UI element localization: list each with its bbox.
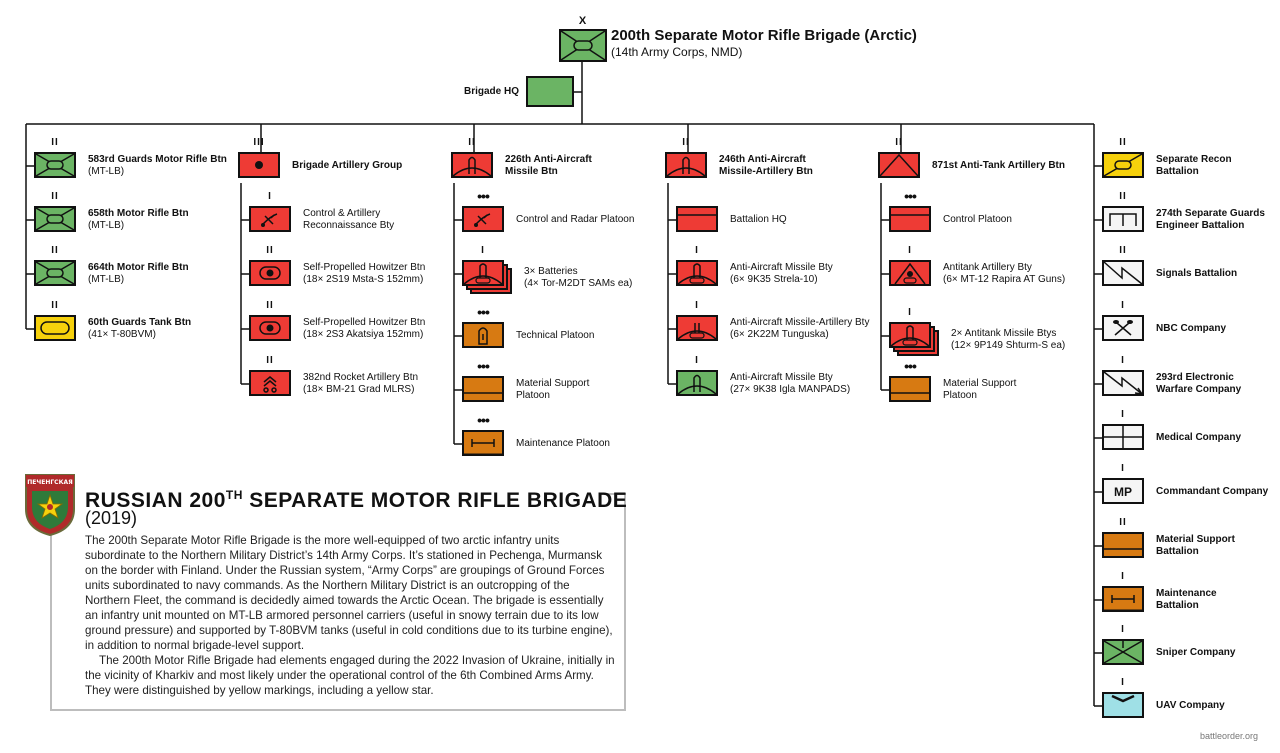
credit-text: battleorder.org <box>1200 731 1259 741</box>
unit-symbol <box>889 188 935 234</box>
unit-name: Antitank Artillery Bty <box>943 262 1032 273</box>
unit-col3-2 <box>462 304 595 350</box>
unit-symbol <box>889 358 935 404</box>
unit-label <box>524 266 632 290</box>
echelon-marker: I <box>1121 300 1125 311</box>
unit-col3-3 <box>462 358 590 404</box>
echelon-marker: II <box>895 137 903 148</box>
unit-symbol <box>1102 624 1148 667</box>
unit-col6-10 <box>1102 677 1225 720</box>
unit-label <box>88 262 189 286</box>
unit-name: Separate Recon <box>1156 154 1232 165</box>
echelon-marker: I <box>1121 571 1125 582</box>
unit-label <box>943 262 1065 286</box>
unit-col6-0 <box>1102 137 1232 180</box>
unit-col2-0 <box>249 191 395 234</box>
radar-icon <box>249 206 291 232</box>
brigade-name: 200th Separate Motor Rifle Brigade (Arctic) <box>611 27 917 44</box>
echelon-marker: I <box>1121 355 1125 366</box>
unit-name: Technical Platoon <box>516 330 595 341</box>
echelon-marker: II <box>1119 191 1127 202</box>
echelon-marker: ••• <box>904 358 916 374</box>
unit-symbol <box>878 137 924 180</box>
air-defense-missile-icon <box>665 152 707 178</box>
echelon-marker: II <box>1119 245 1127 256</box>
infantry-tracked-icon <box>34 152 76 178</box>
infantry-tracked-icon <box>559 29 607 62</box>
unit-name: Anti-Aircraft Missile-Artillery Bty <box>730 317 870 328</box>
unit-detail: (4× Tor-M2DT SAMs ea) <box>524 278 633 289</box>
echelon-marker: I <box>695 300 699 311</box>
unit-symbol <box>1102 677 1148 720</box>
panel-paragraph-2: The 200th Motor Rifle Brigade had elements engaged during the 2022 Invasion of Ukraine, initially in the vicinity of Kharkiv and most likely under the operational control of the 6th Combined Arms Army. They were distinguished by yellow markings, including a yellow star. <box>85 654 615 697</box>
group-head-col3 <box>451 137 592 180</box>
echelon-marker: I <box>1121 409 1125 420</box>
unit-col4-2 <box>676 300 870 343</box>
unit-name: Material Support <box>516 378 590 389</box>
unit-label <box>1156 647 1235 659</box>
unit-col3-1 <box>462 245 633 296</box>
echelon-marker: II <box>1119 517 1127 528</box>
echelon-marker: II <box>51 245 59 256</box>
brigade-hq-symbol <box>526 76 574 107</box>
air-defense-missile-icon <box>451 152 493 178</box>
unit-col4-3 <box>676 355 851 398</box>
unit-name: NBC Company <box>1156 323 1227 334</box>
echelon-marker: ••• <box>904 188 916 204</box>
air-defense-gun-missile-icon <box>676 315 718 341</box>
uav-icon <box>1102 692 1144 718</box>
brigade-hq-label: Brigade HQ <box>464 86 520 97</box>
unit-col6-2 <box>1102 245 1238 288</box>
unit-symbol <box>1102 191 1148 234</box>
unit-label <box>730 262 833 286</box>
unit-symbol <box>665 137 711 180</box>
brigade-subtitle: (14th Army Corps, NMD) <box>611 45 743 59</box>
unit-label <box>1156 486 1268 498</box>
unit-symbol <box>34 191 80 234</box>
supply-icon <box>1102 532 1144 558</box>
anti-tank-missile-icon <box>889 322 931 348</box>
echelon-marker: ••• <box>477 188 489 204</box>
unit-name: Anti-Aircraft Missile Bty <box>730 262 833 273</box>
unit-name: 382nd Rocket Artillery Btn <box>303 372 419 383</box>
unit-col1-3 <box>34 300 192 343</box>
unit-label <box>505 154 592 178</box>
unit-label <box>1156 700 1225 712</box>
unit-symbol <box>676 206 722 234</box>
echelon-marker: II <box>682 137 690 148</box>
unit-name-line2: Missile-Artillery Btn <box>719 166 813 177</box>
panel-paragraph-1: The 200th Separate Motor Rifle Brigade is the more well-equipped of two arctic infantry units subordinate to the Northern Military District’s 14th Army Corps. It’s stationed in Pechenga, Murmansk on the border with Finland. Under the Russian system, “Army Corps” are groupings of Ground Forces units subordinated to navy commands. As the Northern Military District is an outcropping of the Northern Fleet, the command is decidedly aimed towards the Arctic Ocean. The brigade is essentially an infantry unit mounted on MT-LB armored personnel carriers (useful in snowy terrain due to its low ground pressure) and supported by T-80BVM tanks (useful in cold conditions due to its turbine engine), in addition to normal brigade-level support. <box>85 534 613 652</box>
unit-name: 664th Motor Rifle Btn <box>88 262 189 273</box>
group-head-col4 <box>665 137 813 180</box>
unit-detail: Reconnaissance Bty <box>303 220 395 231</box>
unit-detail: Battalion <box>1156 166 1199 177</box>
unit-col5-1 <box>889 245 1066 288</box>
unit-col2-2 <box>249 300 426 343</box>
rocket-artillery-icon <box>249 370 291 396</box>
unit-name: Self-Propelled Howitzer Btn <box>303 317 426 328</box>
echelon-marker: II <box>51 300 59 311</box>
unit-col1-0 <box>34 137 227 180</box>
air-defense-missile-tracked-icon <box>676 260 718 286</box>
unit-symbol <box>451 137 497 180</box>
unit-label <box>951 328 1065 352</box>
unit-symbol <box>1102 409 1148 452</box>
unit-label <box>943 378 1016 402</box>
unit-label <box>303 372 418 396</box>
unit-col5-3 <box>889 358 1017 404</box>
unit-label <box>516 214 634 226</box>
unit-detail: (18× 2S19 Msta-S 152mm) <box>303 274 424 285</box>
unit-col1-1 <box>34 191 189 234</box>
unit-symbol <box>1102 463 1148 506</box>
unit-symbol <box>249 300 295 343</box>
maintenance-icon <box>462 430 504 456</box>
svg-text:MP: MP <box>1114 485 1132 499</box>
unit-name: 60th Guards Tank Btn <box>88 317 192 328</box>
unit-symbol <box>1102 245 1148 288</box>
unit-name: Commandant Company <box>1156 486 1269 497</box>
echelon-marker: I <box>695 245 699 256</box>
panel-title: RUSSIAN 200TH SEPARATE MOTOR RIFLE BRIGADE <box>85 488 628 512</box>
recon-icon <box>1102 152 1144 178</box>
unit-label <box>1156 154 1232 178</box>
unit-symbol <box>249 191 295 234</box>
unit-detail: (6× 2K22M Tunguska) <box>730 329 829 340</box>
unit-col6-4 <box>1102 355 1242 398</box>
unit-col2-3 <box>249 355 419 398</box>
unit-col6-1 <box>1102 191 1265 234</box>
air-defense-missile-tracked-icon <box>462 260 504 286</box>
unit-col5-0 <box>889 188 1012 234</box>
echelon-marker: II <box>468 137 476 148</box>
unit-label <box>730 317 869 341</box>
echelon-marker: X <box>578 15 588 27</box>
unit-name: Battalion HQ <box>730 214 787 225</box>
unit-detail: (MT-LB) <box>88 166 125 177</box>
unit-symbol <box>462 304 508 350</box>
brigade-title <box>611 27 917 60</box>
unit-col3-4 <box>462 412 610 458</box>
brigade-emblem-icon <box>24 473 76 537</box>
echelon-marker: I <box>268 191 272 202</box>
panel-year: (2019) <box>85 508 138 528</box>
unit-col2-1 <box>249 245 426 288</box>
unit-name: 871st Anti-Tank Artillery Btn <box>932 160 1065 171</box>
air-defense-missile-icon <box>676 370 718 396</box>
unit-label <box>1156 372 1241 396</box>
unit-name: 583rd Guards Motor Rifle Btn <box>88 154 227 165</box>
echelon-marker: II <box>51 137 59 148</box>
unit-symbol <box>1102 300 1148 343</box>
unit-col4-0 <box>676 206 787 234</box>
armor-icon <box>34 315 76 341</box>
unit-name: 274th Separate Guards <box>1156 208 1265 219</box>
unit-col1-2 <box>34 245 189 288</box>
unit-label <box>730 214 787 226</box>
svg-text:ПЕЧЕНГСКАЯ: ПЕЧЕНГСКАЯ <box>27 479 73 486</box>
echelon-marker: I <box>481 245 485 256</box>
medical-icon <box>1102 424 1144 450</box>
unit-symbol <box>238 137 284 180</box>
group-head-col5 <box>878 137 1065 180</box>
unit-name: Control & Artillery <box>303 208 381 219</box>
unit-col6-6 <box>1102 463 1269 506</box>
unit-label <box>1156 534 1235 558</box>
unit-label <box>1156 323 1226 335</box>
unit-col6-3 <box>1102 300 1227 343</box>
unit-name: 658th Motor Rifle Btn <box>88 208 189 219</box>
unit-label <box>88 154 227 178</box>
anti-tank-gun-icon <box>889 260 931 286</box>
hq-icon <box>676 206 718 232</box>
engineer-icon <box>1102 206 1144 232</box>
echelon-marker: ••• <box>477 358 489 374</box>
unit-col4-1 <box>676 245 833 288</box>
unit-detail: (12× 9P149 Shturm-S ea) <box>951 340 1066 351</box>
unit-name: Medical Company <box>1156 432 1242 443</box>
unit-label <box>303 208 394 232</box>
unit-symbol <box>462 245 516 296</box>
unit-name: Maintenance <box>1156 588 1217 599</box>
unit-symbol <box>676 245 722 288</box>
unit-label <box>943 214 1012 226</box>
echelon-marker: I <box>695 355 699 366</box>
unit-symbol <box>889 307 943 358</box>
unit-label <box>88 317 191 341</box>
unit-name-line2: Missile Btn <box>505 166 558 177</box>
unit-symbol <box>1102 571 1148 614</box>
unit-label <box>1156 268 1237 280</box>
unit-name: 246th Anti-Aircraft <box>719 154 806 165</box>
brigade-unit <box>559 15 607 62</box>
unit-symbol <box>249 245 295 288</box>
unit-name: Brigade Artillery Group <box>292 160 403 171</box>
unit-name: Signals Battalion <box>1156 268 1238 279</box>
unit-detail: Battalion <box>1156 546 1199 557</box>
echelon-marker: II <box>266 355 274 366</box>
sniper-icon <box>1102 639 1144 665</box>
echelon-marker: ••• <box>477 412 489 428</box>
unit-symbol <box>889 245 935 288</box>
echelon-marker: I <box>1121 463 1125 474</box>
unit-symbol <box>676 300 722 343</box>
unit-name: Maintenance Platoon <box>516 438 610 449</box>
unit-symbol <box>1102 137 1148 180</box>
unit-name: Material Support <box>1156 534 1235 545</box>
brigade-symbol <box>559 15 607 62</box>
unit-col6-9 <box>1102 624 1236 667</box>
unit-name: Anti-Aircraft Missile Bty <box>730 372 833 383</box>
echelon-marker: I <box>908 245 912 256</box>
echelon-marker: III <box>253 137 265 148</box>
unit-detail: Battalion <box>1156 600 1199 611</box>
unit-symbol <box>462 188 508 234</box>
unit-name: Self-Propelled Howitzer Btn <box>303 262 426 273</box>
unit-detail: (18× BM-21 Grad MLRS) <box>303 384 415 395</box>
unit-name: Sniper Company <box>1156 647 1236 658</box>
unit-detail: (18× 2S3 Akatsiya 152mm) <box>303 329 424 340</box>
unit-name: UAV Company <box>1156 700 1225 711</box>
echelon-marker: I <box>1121 624 1125 635</box>
unit-symbol <box>462 412 508 458</box>
maintenance-icon <box>1102 586 1144 612</box>
unit-label <box>1156 208 1265 232</box>
unit-detail: Warfare Company <box>1156 384 1242 395</box>
unit-label <box>88 208 189 232</box>
electronic-warfare-icon <box>1102 370 1144 396</box>
unit-name: Control Platoon <box>943 214 1012 225</box>
unit-name: 2× Antitank Missile Btys <box>951 328 1057 339</box>
unit-symbol <box>34 300 80 343</box>
artillery-icon <box>238 152 280 178</box>
unit-label <box>932 160 1065 172</box>
unit-detail: Platoon <box>516 390 550 401</box>
unit-detail: (27× 9K38 Igla MANPADS) <box>730 384 851 395</box>
signals-icon <box>1102 260 1144 286</box>
unit-name: Material Support <box>943 378 1017 389</box>
unit-symbol <box>462 358 508 404</box>
echelon-marker: ••• <box>477 304 489 320</box>
group-head-col2 <box>238 137 403 180</box>
unit-symbol <box>1102 355 1148 398</box>
unit-detail: (MT-LB) <box>88 220 125 231</box>
unit-detail: Platoon <box>943 390 977 401</box>
radar-icon <box>462 206 504 232</box>
unit-name: 293rd Electronic <box>1156 372 1234 383</box>
hq-icon <box>889 206 931 232</box>
military-police-icon <box>1102 478 1144 504</box>
unit-detail: Engineer Battalion <box>1156 220 1245 231</box>
sp-artillery-icon <box>249 315 291 341</box>
unit-name: 226th Anti-Aircraft <box>505 154 592 165</box>
unit-symbol <box>34 245 80 288</box>
supply-icon <box>462 376 504 402</box>
echelon-marker: II <box>266 245 274 256</box>
unit-detail: (6× 9K35 Strela-10) <box>730 274 818 285</box>
unit-symbol <box>249 355 295 398</box>
unit-label <box>1156 588 1217 612</box>
unit-col3-0 <box>462 188 635 234</box>
unit-col5-2 <box>889 307 1066 358</box>
unit-label <box>303 317 425 341</box>
unit-label <box>516 378 589 402</box>
echelon-marker: I <box>1121 677 1125 688</box>
nbc-icon <box>1102 315 1144 341</box>
supply-icon <box>889 376 931 402</box>
unit-col6-8 <box>1102 571 1217 614</box>
unit-label <box>719 154 813 178</box>
unit-label <box>1156 432 1241 444</box>
unit-detail: (41× T-80BVM) <box>88 329 156 340</box>
unit-col6-5 <box>1102 409 1242 452</box>
missile-technical-icon <box>462 322 504 348</box>
unit-label <box>292 160 402 172</box>
unit-name: Control and Radar Platoon <box>516 214 635 225</box>
unit-label <box>730 372 850 396</box>
unit-label <box>303 262 425 286</box>
infantry-tracked-icon <box>34 260 76 286</box>
sp-artillery-icon <box>249 260 291 286</box>
echelon-marker: I <box>908 307 912 318</box>
unit-col6-7 <box>1102 517 1235 560</box>
infantry-tracked-icon <box>34 206 76 232</box>
echelon-marker: II <box>266 300 274 311</box>
unit-label <box>516 330 594 342</box>
echelon-marker: II <box>1119 137 1127 148</box>
unit-label <box>516 438 610 450</box>
unit-symbol <box>34 137 80 180</box>
unit-detail: (6× MT-12 Rapira AT Guns) <box>943 274 1066 285</box>
echelon-marker: II <box>51 191 59 202</box>
anti-tank-icon <box>878 152 920 178</box>
unit-name: 3× Batteries <box>524 266 578 277</box>
unit-symbol <box>676 355 722 398</box>
panel-body <box>85 533 615 698</box>
unit-symbol <box>1102 517 1148 560</box>
unit-detail: (MT-LB) <box>88 274 125 285</box>
